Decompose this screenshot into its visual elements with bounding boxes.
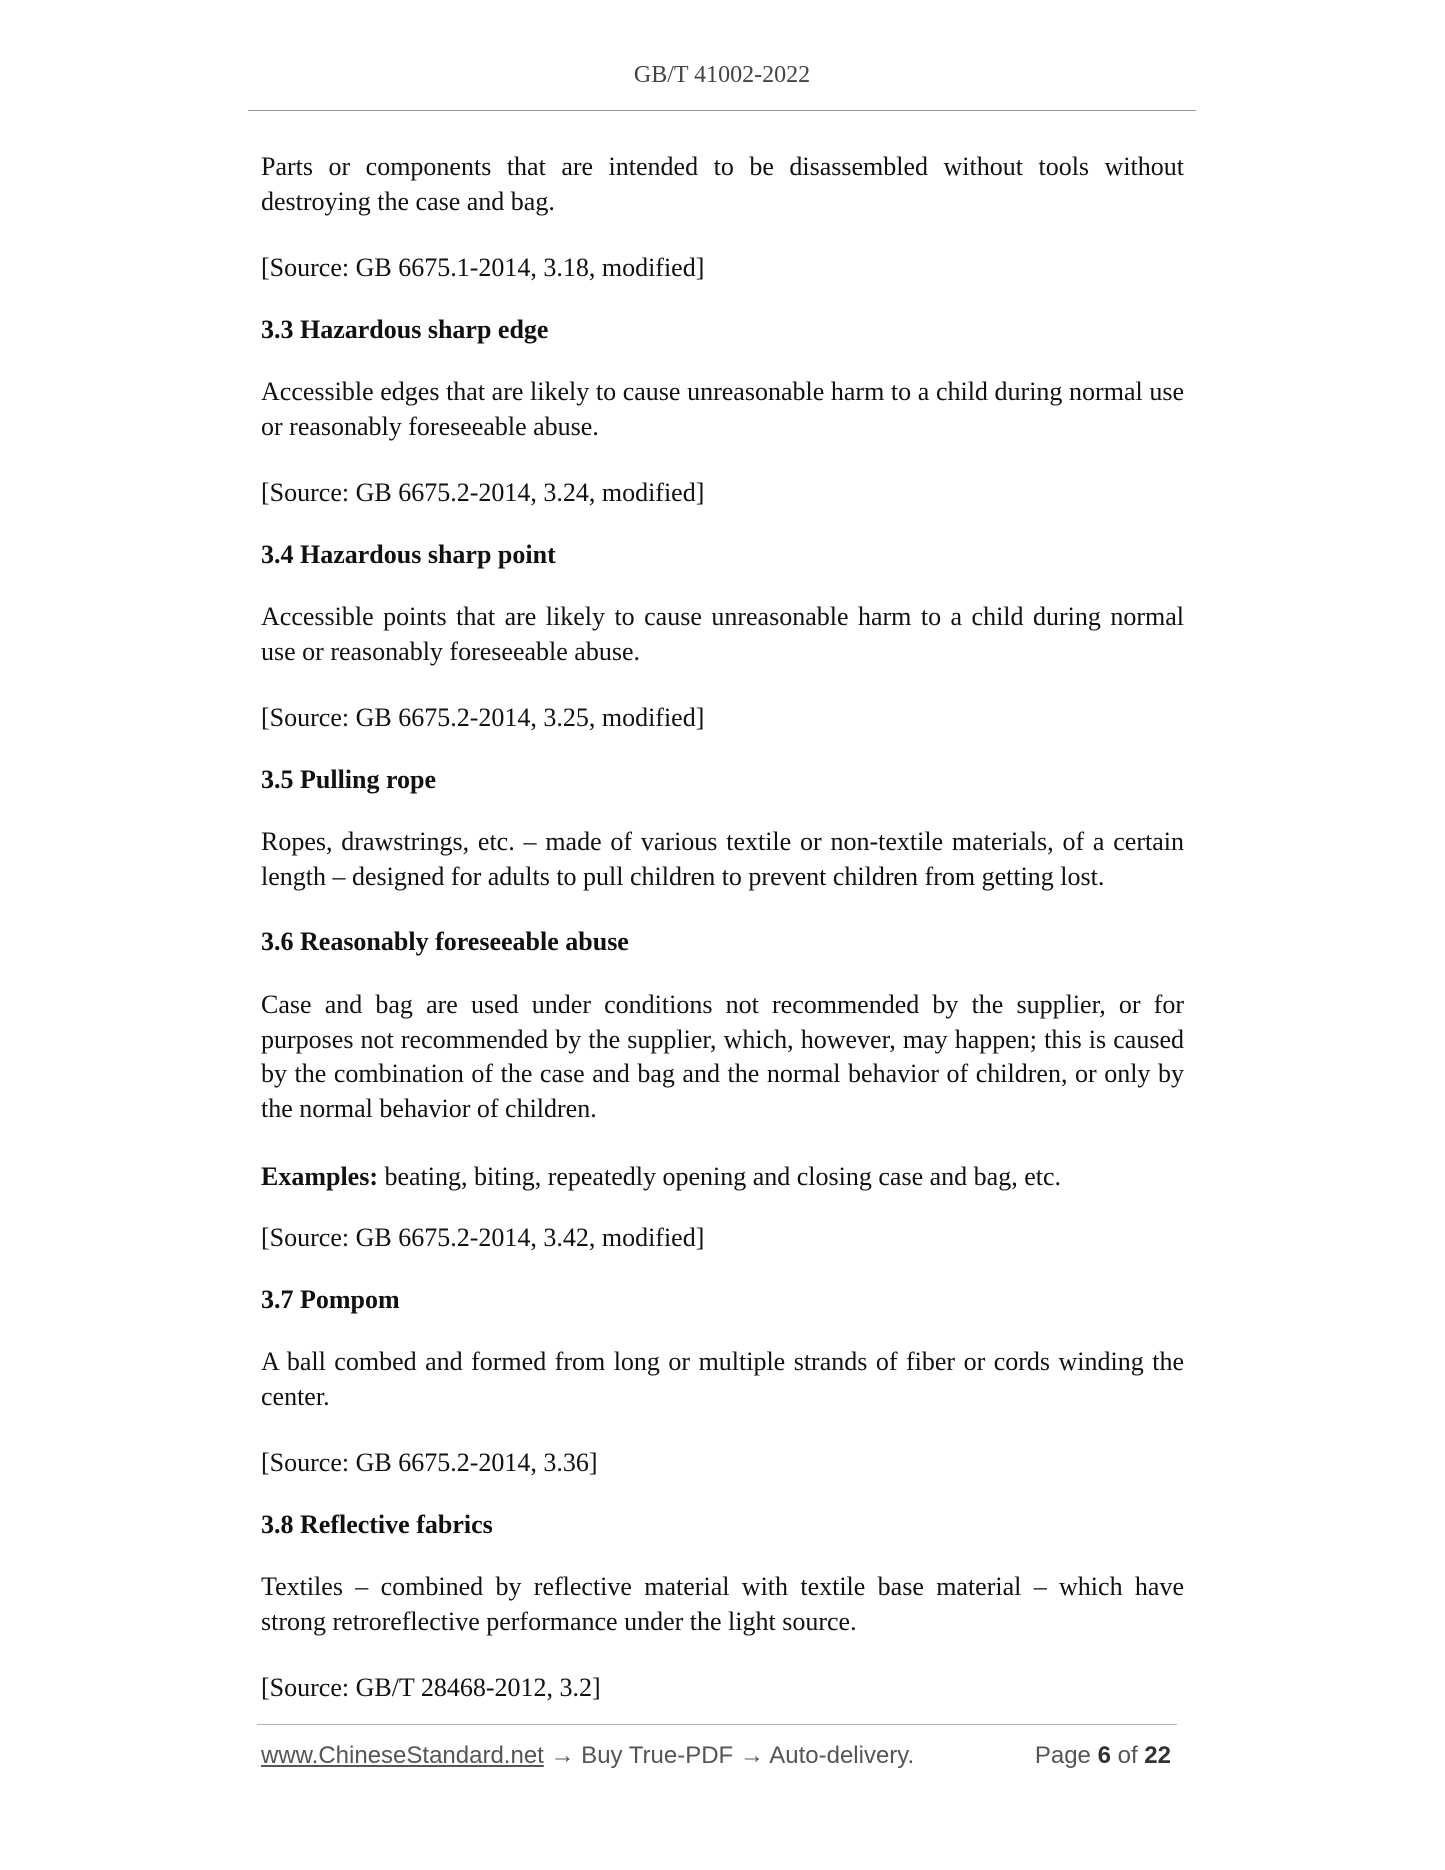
definition-paragraph: A ball combed and formed from long or multiple strands of fiber or cords winding the center.	[261, 1347, 1184, 1411]
footer-promo	[261, 1742, 914, 1770]
source-citation: [Source: GB 6675.2-2014, 3.42, modified]	[261, 1223, 705, 1252]
definition-paragraph: Textiles – combined by reflective material with textile base material – which have strong retroreflective performance under the light source.	[261, 1572, 1184, 1636]
page-of-label: of	[1117, 1742, 1138, 1769]
page-number	[1035, 1742, 1171, 1770]
total-pages-number: 22	[1144, 1742, 1171, 1769]
source-citation: [Source: GB/T 28468-2012, 3.2]	[261, 1673, 601, 1702]
source-citation: [Source: GB 6675.2-2014, 3.24, modified]	[261, 478, 705, 507]
definition-paragraph: Parts or components that are intended to be disassembled without tools without destroying the case and bag.	[261, 152, 1184, 216]
definition-paragraph: Accessible edges that are likely to cause unreasonable harm to a child during normal use or reasonably foreseeable abuse.	[261, 377, 1184, 441]
current-page-number: 6	[1097, 1742, 1111, 1769]
footer-divider	[257, 1724, 1177, 1725]
document-header-title: GB/T 41002-2022	[633, 62, 811, 88]
examples-paragraph	[261, 1160, 1184, 1195]
definition-paragraph: Ropes, drawstrings, etc. – made of various textile or non-textile materials, of a certain length – designed for adults to pull children to prevent children from getting lost.	[261, 827, 1184, 891]
section-heading-3-4: 3.4 Hazardous sharp point	[261, 540, 556, 569]
section-heading-3-3: 3.3 Hazardous sharp edge	[261, 315, 549, 344]
definition-paragraph: Case and bag are used under conditions not recommended by the supplier, or for purposes not recommended by the supplier, which, however, may happen; this is caused by the combination of the case and bag and the normal behavior of children, or only by the normal behavior of children.	[261, 990, 1184, 1123]
definition-paragraph: Accessible points that are likely to cause unreasonable harm to a child during normal use or reasonably foreseeable abuse.	[261, 602, 1184, 666]
website-link[interactable]: www.ChineseStandard.net	[261, 1742, 544, 1769]
section-heading-3-7: 3.7 Pompom	[261, 1285, 400, 1314]
header-divider	[248, 110, 1196, 111]
examples-label: Examples:	[261, 1162, 378, 1191]
source-citation: [Source: GB 6675.2-2014, 3.25, modified]	[261, 703, 705, 732]
footer-promo-text: → Buy True-PDF → Auto-delivery.	[543, 1742, 915, 1769]
source-citation: [Source: GB 6675.1-2014, 3.18, modified]	[261, 253, 705, 282]
section-heading-3-8: 3.8 Reflective fabrics	[261, 1510, 493, 1539]
source-citation: [Source: GB 6675.2-2014, 3.36]	[261, 1448, 598, 1477]
section-heading-3-5: 3.5 Pulling rope	[261, 765, 437, 794]
examples-text: beating, biting, repeatedly opening and closing case and bag, etc.	[378, 1162, 1061, 1191]
page-label: Page	[1034, 1742, 1091, 1769]
section-heading-3-6: 3.6 Reasonably foreseeable abuse	[261, 927, 629, 956]
